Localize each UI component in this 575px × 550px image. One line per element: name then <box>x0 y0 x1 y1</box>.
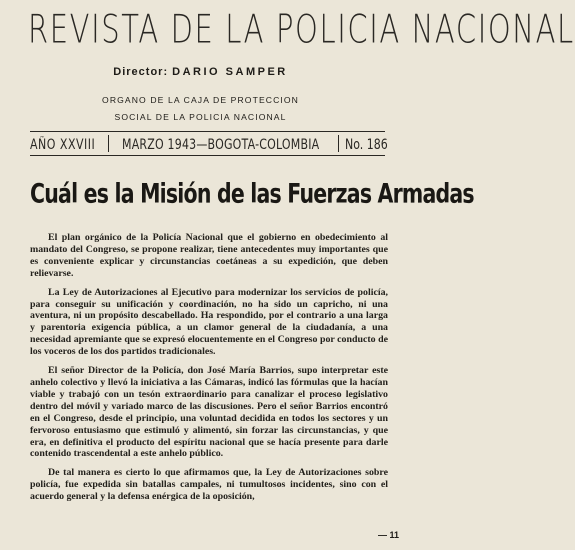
page-number: — 11 <box>377 530 399 540</box>
issue-bar-top-rule <box>30 131 385 132</box>
director-name: DARIO SAMPER <box>172 66 288 78</box>
article-paragraph: El señor Director de la Policía, don José María Barrios, supo interpretar este anhelo colectivo y llevó la iniciativa a las Cámaras, indicó las fórmulas que la hacían viable y trabajó con un tesón extraordinario para canalizar el proceso legislativo dentro del móvil y variado marco de las discusiones. Pero el señor Barrios encontró en el Congreso, desde el principio, una voluntad decidida en todos los sectores y un fervoroso entusiasmo que estimuló y alimentó, sin forzar las circunstancias, y que era, en definitiva el producto del espíritu nacional que se hacía presente para darle contenido trascendental a este anhelo público. <box>30 365 388 460</box>
organo-line-1: ORGANO DE LA CAJA DE PROTECCION <box>102 95 299 105</box>
organo-line-2: SOCIAL DE LA POLICIA NACIONAL <box>114 112 287 122</box>
director-label: Director: <box>113 66 169 78</box>
article-paragraph: El plan orgánico de la Policía Nacional que el gobierno en obedecimiento al mandato del Congreso, se propone realizar, tiene antecedentes muy importantes que es conveniente explicar y circunstancias coetáneas a su expedición, que deben relievarse. <box>30 232 388 279</box>
issue-bar-bottom-rule <box>30 155 385 156</box>
article-paragraph: La Ley de Autorizaciones al Ejecutivo para modernizar los servicios de policía, para conseguir su unificación y coordinación, no ha sido un capricho, ni una aventura, ni un propósito descabellado. Ha respondido, por el contrario a una larga y parentoria exigencia pública, a un clamor general de la ciudadanía, a una necesidad apremiante que se expresó elocuentemente en el Congreso por conducto de los voceros de los dos partidos tradicionales. <box>30 286 388 358</box>
issue-year: AÑO XXVIII <box>30 136 96 153</box>
issue-date: MARZO 1943—BOGOTA-COLOMBIA <box>122 136 320 153</box>
article-paragraph: De tal manera es cierto lo que afirmamos que, la Ley de Autorizaciones sobre policía, fue expedida sin batallas campales, ni tumultosos incidentes, sino con el acuerdo general y la defensa enérgica de la oposición, <box>30 467 388 503</box>
article-body <box>30 232 388 510</box>
article-headline: Cuál es la Misión de las Fuerzas Armadas <box>30 178 474 210</box>
issue-bar-divider <box>108 135 109 152</box>
masthead-title: REVISTA DE LA POLICIA NACIONAL <box>28 6 575 52</box>
issue-bar-divider <box>338 135 339 152</box>
organo-block <box>0 92 401 126</box>
director-line <box>0 66 401 78</box>
issue-number: No. 186 <box>345 136 388 153</box>
